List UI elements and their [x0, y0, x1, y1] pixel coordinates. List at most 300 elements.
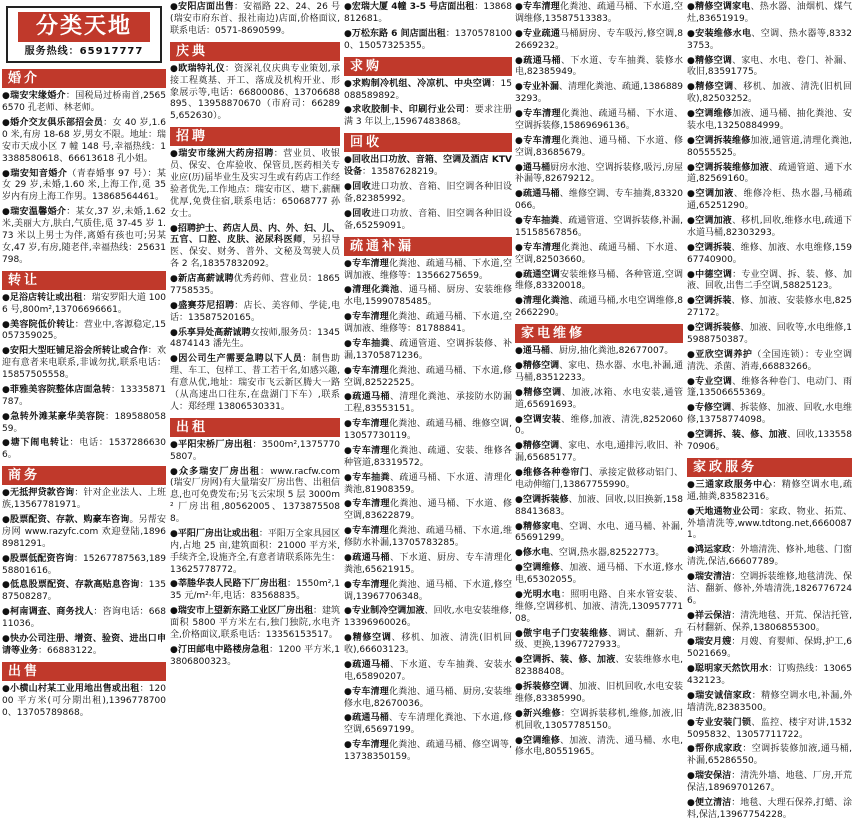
classified-entry	[344, 740, 512, 764]
entry-body: 化粪池、通马桶、下水道,修空调,13967706348。	[344, 579, 512, 602]
bullet-icon: ●	[170, 466, 179, 477]
entry-title: 天地通物业公司	[695, 506, 760, 517]
entry-body: 、加液、回收等,水电维修,15988750387。	[687, 323, 852, 345]
entry-title: 帮你成家政	[695, 744, 743, 755]
classified-entry	[2, 554, 166, 578]
section-heading: 家电维修	[515, 324, 683, 343]
bullet-icon: ●	[687, 135, 696, 146]
entry-body: 、加液、通马桶、下水道,修水电,65302055。	[515, 563, 683, 586]
entry-title: 专车抽粪	[352, 338, 390, 349]
classified-entry	[687, 136, 852, 160]
entry-body: （全国连锁）：专业空调清洗、杀菌、消毒,66883266。	[687, 349, 852, 372]
entry-title: 专车清理	[352, 312, 390, 323]
entry-body: 、热水器、油烟机、煤气灶,83651919。	[687, 2, 852, 24]
classified-entry	[170, 354, 340, 413]
entry-title: 瑞安诚信家政	[695, 690, 752, 701]
classified-entry	[170, 149, 340, 220]
classified-entry	[344, 419, 512, 443]
entry-title: 专业补漏	[522, 82, 559, 93]
entry-title: 疏通空调	[523, 269, 561, 280]
entry-title: 专车清理	[352, 419, 390, 430]
classified-entry	[2, 580, 166, 604]
bullet-icon: ●	[2, 580, 11, 591]
bullet-icon: ●	[687, 55, 696, 66]
entry-body: 、移机、加液、清洗(旧机回收),82503252。	[687, 82, 852, 105]
entry-body: 、空调,热水器,82522773。	[549, 548, 665, 559]
entry-title: 专车抽粪	[352, 472, 390, 483]
bullet-icon: ●	[170, 274, 179, 285]
column-5	[687, 2, 852, 820]
bullet-icon: ●	[687, 349, 696, 360]
entry-title: 专车清理	[352, 526, 390, 537]
classified-entry	[170, 274, 340, 298]
entry-body: 、清理化粪池、疏通,13868893293。	[515, 82, 683, 105]
bullet-icon: ●	[687, 189, 696, 200]
entry-title: 疏通马桶	[352, 713, 390, 724]
entry-title: 柯南调查、商务找人	[10, 607, 94, 618]
entry-title: 疏通马桶	[523, 189, 560, 200]
entry-title: 菲雅美容院整体店面急转	[10, 384, 111, 395]
classified-entry	[2, 346, 166, 382]
classified-entry	[344, 606, 512, 630]
bullet-icon: ●	[687, 269, 696, 280]
section-heading: 疏通补漏	[344, 237, 512, 256]
bullet-icon: ●	[687, 690, 696, 701]
classified-entry	[2, 91, 166, 115]
entry-title: 平阳厂房出让或出租	[177, 528, 259, 539]
classified-entry	[2, 634, 166, 658]
entry-body: （青春婚事 97 号）：某女 29 岁,未婚,1.60 米,上海工作,觅 35 岁内有房上海工作男。13868564461。	[2, 168, 166, 203]
entry-title: 回收出口功放、音箱、空调及酒店 KTV 设备	[344, 155, 512, 178]
classified-entry	[687, 798, 852, 822]
entry-body: 。另帮安房网 www.razyfc.com 欢迎登陆,18968981291。	[2, 515, 166, 549]
entry-title: 专车清理	[352, 686, 390, 697]
section-heading: 求购	[344, 57, 512, 76]
section-heading: 家政服务	[687, 458, 852, 477]
bullet-icon: ●	[687, 610, 695, 621]
bullet-icon: ●	[687, 664, 696, 675]
bullet-icon: ●	[687, 479, 696, 490]
bullet-icon: ●	[687, 216, 696, 226]
entry-title: 因公司生产需要急聘以下人员	[178, 354, 303, 365]
entry-body: 、加液、清洗、通马桶、水电,修水电,80551965。	[515, 735, 683, 758]
bullet-icon: ●	[2, 346, 11, 357]
bullet-icon: ●	[344, 686, 353, 697]
section-heading: 婚介	[2, 69, 166, 88]
entry-title: 精修空调	[523, 387, 562, 398]
entry-title: 足浴店转让或出租	[9, 292, 83, 303]
classified-entry	[515, 216, 683, 240]
bullet-icon: ●	[687, 242, 695, 253]
entry-body: 女按师,服务员：13454874143 潘先生。	[170, 327, 340, 350]
entry-body: ：资深礼仪庆典专业策划,承接工程奠基、开工、落成及机构开业、形象展示等,电话：66800086、13706688895、13958870670（市府司：662895,652630）。	[170, 63, 340, 122]
entry-body: 、移机,回收,维修水电,疏通下水道马桶,82303293。	[687, 216, 852, 238]
classified-entry	[344, 553, 512, 577]
entry-body: ：15267787563,18958801616。	[2, 553, 166, 576]
classified-entry	[515, 590, 683, 626]
entry-body: ：制售助理、车工、包样工、普工若干名,如感兴趣,有意从优,地址：瑞安市飞云新区腾大一路（从高速出口往东,在盘湖门下车）,联系人：郑经理 13806530331。	[170, 354, 340, 412]
entry-body: ：清洗地毯、开荒、保洁托管,石材翻新、保养,13806855300。	[687, 610, 852, 633]
entry-body: 、通马桶、厨房、安装维修水电,15990785485。	[344, 285, 512, 308]
entry-body: 、拆装修、加液、回收,水电维修,13758774098。	[687, 403, 852, 426]
entry-body: 化粪池、疏通马桶、下水道,修空调,82522525。	[344, 365, 512, 388]
section-heading: 出租	[170, 418, 340, 437]
bullet-icon: ●	[2, 292, 10, 303]
bullet-icon: ●	[515, 242, 524, 253]
bullet-icon: ●	[170, 354, 179, 365]
entry-body: 、承接定做移动铝门、电动伸缩门,13867755990。	[515, 468, 683, 490]
entry-body: 、维修、加液、水电维修,15967740900。	[687, 242, 852, 265]
bullet-icon: ●	[344, 659, 353, 670]
entry-title: 瑞安月嫂	[694, 637, 732, 648]
entry-body: 、下水道、专车抽粪、装修水电,82385949。	[515, 55, 683, 78]
entry-title: 修水电	[522, 548, 550, 559]
entry-title: 莘塍华表人民路下厂房出租	[177, 579, 288, 590]
classified-entry	[344, 633, 512, 657]
bullet-icon: ●	[170, 606, 178, 617]
classified-entry	[515, 629, 683, 653]
bullet-icon: ●	[515, 162, 523, 173]
entry-body: 化粪池、疏通马桶、下水道,空调维修,13587513383。	[515, 2, 683, 24]
entry-title: 通马桶	[522, 346, 550, 357]
bullet-icon: ●	[515, 682, 524, 693]
bullet-icon: ●	[344, 419, 353, 430]
bullet-icon: ●	[2, 411, 11, 422]
entry-title: 万松东路 6 间店面出租	[351, 28, 446, 39]
bullet-icon: ●	[515, 135, 524, 146]
classified-entry	[344, 29, 512, 53]
entry-body: ：空调拆装维修,地毯清洗、保洁、翻新、修补,外墙清洗,18267767246。	[687, 572, 852, 606]
bullet-icon: ●	[515, 189, 524, 200]
classified-entry	[344, 660, 512, 684]
entry-body: 马桶厨房、专车吸污,修空调,82669232。	[515, 28, 683, 51]
classified-entry	[170, 301, 340, 325]
bullet-icon: ●	[687, 797, 695, 808]
entry-body: 化粪池、疏通马桶、下水道、空调拆装修,15869696136。	[515, 109, 683, 131]
bullet-icon: ●	[170, 2, 179, 12]
entry-title: 欧瑞特礼仪	[178, 63, 225, 74]
entry-body: ：月嫂、育婴师、保姆,护工,65021669。	[687, 637, 852, 660]
classified-entry	[687, 507, 852, 543]
bullet-icon: ●	[515, 387, 524, 398]
entry-title: 疏通马桶	[352, 659, 390, 670]
classified-entry	[687, 216, 852, 240]
classified-entry	[2, 207, 166, 266]
entry-body: ，另招导医、保安、财务、普外、文秘及驾驶人员各 2 名,18357832092。	[170, 235, 340, 270]
entry-body: 化粪池、疏通马桶、下水道、空调,82503660。	[515, 242, 683, 265]
entry-body: ：12000 平方米(可分期出租),13967787000、13705789868。	[2, 683, 166, 718]
entry-body: ：空调拆装修加液,通马桶,补漏,65286550。	[687, 744, 852, 767]
bullet-icon: ●	[515, 109, 524, 119]
classified-entry	[687, 691, 852, 715]
classified-entry	[515, 346, 683, 358]
bullet-icon: ●	[515, 494, 523, 505]
classified-entry	[515, 709, 683, 733]
entry-title: 盛赛芬尼招聘	[178, 300, 235, 311]
classified-entry	[687, 163, 852, 187]
entry-body: 化粪池、通马桶、厨房,安装维修水电,82670036。	[344, 686, 512, 709]
entry-title: 空调加液	[695, 216, 733, 226]
bullet-icon: ●	[687, 403, 695, 414]
bullet-icon: ●	[170, 223, 178, 234]
classified-entry	[687, 637, 852, 661]
classified-entry	[344, 105, 512, 129]
entry-title: 三通家政服务中心	[695, 479, 773, 490]
entry-title: 空调拆装维修加液	[695, 162, 770, 173]
entry-body: 、移机、加液、清洗(旧机回收),66603123。	[344, 633, 512, 656]
classified-entry	[515, 361, 683, 385]
bullet-icon: ●	[515, 628, 524, 639]
entry-body: ：3500m²,13757705807。	[170, 439, 340, 462]
entry-title: 专车清理	[523, 109, 561, 119]
entry-title: 快办公司注册、增资、验资、进出口申请等业务	[2, 633, 166, 656]
entry-title: 亚欣空调养护	[695, 349, 753, 360]
entry-body: ：欢迎有意者来电联系,非诚勿扰,联系电话：15857505558。	[2, 346, 166, 380]
entry-title: 专业空调	[695, 376, 733, 387]
classified-entry	[515, 522, 683, 546]
bullet-icon: ●	[344, 2, 352, 12]
entry-body: 、回收,水电安装维修,13396960026。	[344, 606, 512, 629]
classified-entry	[687, 270, 852, 294]
entry-title: 瑞安市缘洲大药房招聘	[178, 149, 274, 160]
entry-title: 专车清理	[352, 579, 390, 590]
bullet-icon: ●	[170, 528, 178, 539]
entry-body: ：要求注册满 3 年以上,15967483868。	[344, 105, 512, 128]
entry-title: 回收	[352, 208, 372, 219]
classified-entry	[344, 2, 512, 26]
entry-body: 、清理化粪池、承接防水防漏工程,83553151。	[344, 392, 512, 415]
classified-entry	[344, 687, 512, 711]
classified-entry	[687, 430, 852, 454]
entry-title: 婚介交友俱乐部招会员	[10, 118, 104, 129]
entry-title: 瑞安温馨婚介	[10, 207, 67, 218]
bullet-icon: ●	[515, 269, 524, 280]
entry-body: ：精修空调水电,疏通,抽粪,83582316。	[687, 479, 852, 502]
entry-title: 安阳店面出售	[178, 2, 234, 12]
entry-body: 、加液,冰箱、水电安装,通管道,65691693。	[515, 387, 683, 410]
classified-entry	[2, 438, 166, 462]
bullet-icon: ●	[2, 633, 11, 644]
classified-entry	[170, 328, 340, 352]
entry-title: 傲宇电子门安装维修	[523, 628, 609, 639]
bullet-icon: ●	[2, 168, 11, 179]
classified-entry	[515, 655, 683, 679]
classified-entry	[170, 645, 340, 669]
classified-entry	[687, 323, 852, 347]
entry-title: 祥云保洁	[694, 610, 732, 621]
column-2	[170, 2, 340, 792]
entry-title: 专车清理	[523, 135, 561, 146]
entry-body: 、回收,13355870906。	[687, 430, 852, 452]
bullet-icon: ●	[687, 28, 696, 39]
entry-body: ：13705781000、15057325355。	[344, 28, 513, 51]
classified-entry	[344, 312, 512, 336]
bullet-icon: ●	[344, 713, 353, 724]
entry-title: 空调拆装修	[522, 494, 569, 505]
entry-title: 汀田邮电中路楼房急租	[177, 644, 270, 655]
entry-title: 专修空调	[694, 403, 732, 414]
entry-body: 进口功放、音箱、旧空调各种旧设备,65259091。	[344, 208, 512, 231]
entry-title: 急转外滩某豪华美容院	[10, 411, 105, 422]
bullet-icon: ●	[344, 526, 353, 537]
entry-body: 、维修,加液、清洗,82520600。	[515, 414, 683, 437]
bullet-icon: ●	[515, 28, 524, 39]
column-1-content	[2, 69, 166, 719]
entry-title: 空调拆、装、修、加液	[695, 430, 788, 440]
entry-title: 专车清理	[352, 365, 390, 376]
bullet-icon: ●	[515, 563, 524, 574]
bullet-icon: ●	[687, 506, 696, 517]
entry-title: 聪明家天然饮用水	[695, 664, 769, 675]
entry-title: 空调拆、装、修、加液	[523, 655, 616, 666]
entry-body: ：外墙清洗、修补,地毯、门窗清洗,保洁,66607789。	[687, 545, 852, 568]
bullet-icon: ●	[344, 28, 352, 39]
classified-entry	[515, 548, 683, 560]
entry-title: 求收胶制卡、印刷行业公司	[352, 105, 466, 116]
bullet-icon: ●	[2, 607, 11, 618]
entry-body: 、疏通马桶、下水道、清理化粪池,81908359。	[344, 472, 512, 495]
classified-entry	[170, 606, 340, 642]
entry-body: ：咨询电话：66811036。	[2, 607, 166, 630]
entry-title: 宏瑞大厦 4幢 3-5 号店面出租	[351, 2, 475, 12]
classified-entry	[687, 377, 852, 401]
entry-body: ：女 40 岁,1.60 米,有房 18-68 岁,男女不限。地址：瑞安市天成小区 7 幢 148 号,幸福热线：13388580618、66613618 孔小姐。	[2, 118, 166, 164]
entry-title: 众多瑞安厂房出租	[178, 466, 260, 477]
bullet-icon: ●	[344, 633, 353, 644]
bullet-icon: ●	[687, 717, 696, 728]
entry-title: 瑞安清洁	[694, 572, 732, 583]
bullet-icon: ●	[515, 708, 524, 719]
entry-title: 精修空调	[352, 633, 392, 644]
entry-body: 、下水道、专车抽粪、安装水电,65890207。	[344, 659, 512, 682]
entry-body: ：订购热线：13065432123。	[687, 664, 852, 687]
bullet-icon: ●	[515, 589, 524, 600]
bullet-icon: ●	[2, 515, 11, 526]
entry-body: 、疏通马桶,水电空调维修,82662290。	[515, 296, 684, 319]
bullet-icon: ●	[687, 296, 695, 307]
classified-entry	[515, 189, 683, 213]
bullet-icon: ●	[515, 296, 524, 307]
bullet-icon: ●	[2, 207, 11, 218]
classified-entry	[344, 499, 512, 523]
entry-body: 、疏通管道、空调拆装修,补漏,15158567856。	[515, 216, 683, 238]
entry-title: 平阳宋桥厂房出租	[178, 439, 253, 450]
classified-entry	[515, 109, 683, 133]
entry-body: 化粪池、疏通马桶、修空调等,13738350159。	[344, 740, 512, 763]
entry-body: ：瑞安罗阳大道 1006 号,800m²,13706696661。	[2, 292, 166, 315]
entry-body: 、加液、旧机回收,水电安装维修,83385990。	[515, 682, 683, 704]
bullet-icon: ●	[344, 392, 353, 403]
classified-entry	[515, 441, 683, 465]
entry-title: 空调拆装	[694, 296, 732, 307]
entry-body: ：照明电路、自来水管安装、维修,空调移机、加液、清洗,13095777108。	[515, 589, 683, 624]
entry-title: 疏通马桶	[523, 55, 561, 66]
section-heading: 出售	[2, 662, 166, 681]
classified-entry	[515, 682, 683, 706]
classified-entry	[344, 259, 512, 283]
entry-title: 疏通马桶	[352, 552, 390, 563]
entry-body: 化粪池、通马桶、下水道、修空调,83685679。	[515, 135, 683, 158]
entry-title: 空调拆装维修	[695, 135, 751, 146]
entry-title: 通马桶	[522, 162, 551, 173]
entry-title: 精修空调	[522, 441, 560, 452]
entry-title: 光明水电	[523, 589, 561, 600]
column-1	[2, 2, 166, 792]
classified-entry	[515, 388, 683, 412]
entry-body: 、维修空调、专车抽粪,83320066。	[515, 189, 683, 212]
classified-entry	[2, 169, 166, 205]
entry-body: 、厨房,抽化粪池,82677007。	[549, 346, 674, 357]
entry-body: ：13587628219。	[362, 167, 444, 178]
entry-body: ：专业空调、拆、装、修、加液、回收,出售二手空调,58825123。	[687, 269, 852, 292]
entry-title: 新店高薪诚聘	[178, 274, 234, 285]
bullet-icon: ●	[515, 468, 524, 479]
classified-entry	[687, 611, 852, 635]
classified-entry	[687, 664, 852, 688]
masthead-title: 分类天地	[18, 12, 150, 42]
bullet-icon: ●	[2, 319, 11, 330]
entry-body: 化粪池、通马桶、下水道、修空调,83622879。	[344, 499, 512, 522]
bullet-icon: ●	[2, 91, 11, 102]
entry-title: 专车清理	[352, 499, 390, 510]
classified-entry	[515, 163, 683, 187]
section-heading: 转让	[2, 271, 166, 290]
entry-title: 乐享异处高薪诚聘	[177, 327, 251, 338]
bullet-icon: ●	[170, 149, 179, 160]
entry-title: 精修空调	[695, 55, 733, 66]
bullet-icon: ●	[687, 744, 696, 755]
bullet-icon: ●	[2, 118, 11, 129]
entry-body: ：15088589892。	[344, 78, 512, 101]
classified-entry	[344, 713, 512, 737]
classified-entry	[344, 526, 512, 550]
classified-entry	[687, 109, 852, 133]
entry-title: 专车清理	[523, 242, 561, 253]
entry-title: 空调加液	[695, 189, 734, 200]
entry-title: 低息股票配资、存款高贴息咨询	[10, 580, 140, 591]
entry-body: 化粪池、疏通马桶、维修空调,13057730119。	[344, 419, 512, 442]
bullet-icon: ●	[170, 579, 178, 590]
bullet-icon: ●	[515, 216, 523, 226]
entry-body: ：13335871787。	[2, 384, 166, 407]
classified-entry	[687, 29, 852, 53]
classified-entry	[515, 415, 683, 439]
classified-entry	[344, 79, 512, 103]
classified-entry	[170, 529, 340, 577]
section-heading: 回收	[344, 133, 512, 152]
entry-body: 进口功放、音箱、旧空调各种旧设备,82385992。	[344, 182, 512, 204]
entry-body: 、下水道、厨房、专车清理化粪池,65621915。	[344, 552, 512, 575]
bullet-icon: ●	[2, 384, 11, 395]
bullet-icon: ●	[170, 63, 179, 74]
entry-body: ：66883122。	[38, 645, 102, 656]
bullet-icon: ●	[687, 82, 696, 93]
classified-entry	[687, 82, 852, 106]
classified-entry	[515, 56, 683, 80]
classified-entry	[515, 136, 683, 160]
bullet-icon: ●	[687, 637, 695, 648]
entry-body: ：电话：15372866306。	[2, 438, 166, 461]
classified-entry	[515, 736, 683, 760]
classified-entry	[2, 515, 166, 551]
bullet-icon: ●	[515, 441, 523, 452]
classified-entry	[170, 224, 340, 272]
classified-entry	[344, 285, 512, 309]
entry-body: 、疏通管道、空调拆装修、补漏,13705871236。	[344, 338, 512, 361]
entry-body: 安装维修马桶、各种管道,空调维修,83320018。	[515, 269, 683, 292]
classified-entry	[515, 563, 683, 587]
bullet-icon: ●	[2, 683, 11, 694]
